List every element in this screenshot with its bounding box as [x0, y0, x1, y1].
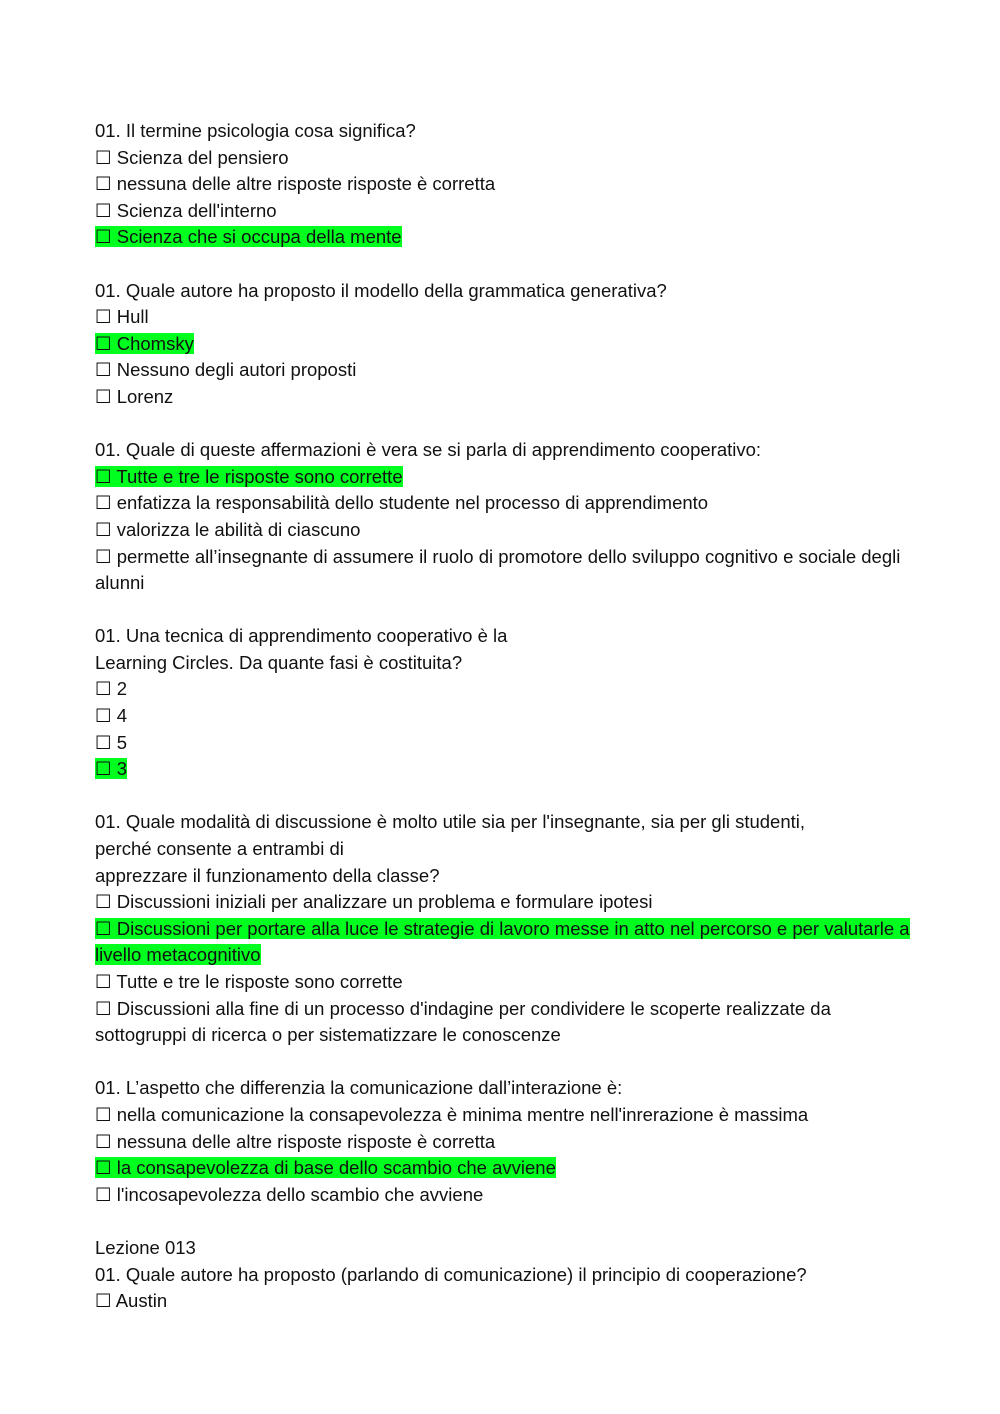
answer-option	[95, 490, 915, 517]
checkbox-icon: ☐	[95, 306, 112, 328]
question-text: 01. L’aspetto che differenzia la comunicazione dall’interazione è:	[95, 1077, 623, 1099]
lesson-heading: Lezione 013	[95, 1236, 196, 1258]
question-text: Learning Circles. Da quante fasi è costituita?	[95, 651, 463, 673]
checkbox-icon: ☐	[95, 385, 112, 407]
answer-text: 5	[116, 731, 128, 753]
checkbox-icon: ☐	[95, 146, 112, 168]
answer-option	[95, 969, 915, 996]
answer-text: Tutte e tre le risposte sono corrette	[116, 971, 403, 992]
answer-option	[95, 1102, 915, 1129]
checkbox-icon: ☐	[95, 731, 112, 753]
checkbox-icon: ☐	[95, 1157, 112, 1179]
question-block	[95, 809, 915, 1048]
question-text: 01. Il termine psicologia cosa significa?	[95, 120, 416, 141]
answer-text: Chomsky	[116, 332, 194, 354]
checkbox-icon: ☐	[95, 1290, 112, 1312]
answer-text: Nessuno degli autori proposti	[116, 359, 357, 381]
question-block	[95, 623, 915, 783]
answer-option	[95, 676, 915, 703]
answer-option	[95, 996, 915, 1049]
answer-option	[95, 304, 915, 331]
checkbox-icon: ☐	[95, 199, 112, 221]
checkbox-icon: ☐	[95, 1130, 112, 1152]
answer-option	[95, 1129, 915, 1156]
checkbox-icon: ☐	[95, 226, 112, 248]
answer-option	[95, 1182, 915, 1209]
checkbox-icon: ☐	[95, 465, 112, 487]
checkbox-icon: ☐	[95, 173, 112, 195]
question-text: 01. Quale di queste affermazioni è vera se si parla di apprendimento cooperativo:	[95, 439, 762, 461]
answer-option	[95, 357, 915, 384]
checkbox-icon: ☐	[95, 997, 112, 1019]
checkbox-icon: ☐	[95, 332, 112, 354]
answer-text: la consapevolezza di base dello scambio che avviene	[116, 1157, 556, 1179]
answer-option	[95, 703, 915, 730]
answer-text: Scienza del pensiero	[116, 146, 289, 168]
answer-option-correct	[95, 1155, 915, 1182]
answer-text: 4	[116, 705, 128, 727]
answer-text: Scienza dell'interno	[116, 199, 277, 221]
question-text: 01. Quale autore ha proposto il modello della grammatica generativa?	[95, 279, 667, 301]
checkbox-icon: ☐	[95, 359, 112, 381]
answer-option	[95, 517, 915, 544]
question-block	[95, 437, 915, 597]
checkbox-icon: ☐	[95, 971, 112, 992]
answer-option	[95, 889, 915, 916]
answer-text: enfatizza la responsabilità dello studente nel processo di apprendimento	[116, 492, 709, 514]
answer-option	[95, 1288, 915, 1315]
answer-option-correct	[95, 224, 915, 251]
answer-option	[95, 145, 915, 172]
answer-option	[95, 544, 915, 597]
answer-text: 3	[116, 758, 128, 780]
answer-option	[95, 384, 915, 411]
answer-text: Discussioni iniziali per analizzare un problema e formulare ipotesi	[116, 891, 653, 913]
answer-option-correct	[95, 916, 915, 969]
question-block	[95, 1075, 915, 1208]
answer-text: Scienza che si occupa della mente	[116, 226, 402, 248]
checkbox-icon: ☐	[95, 1103, 112, 1125]
checkbox-icon: ☐	[95, 891, 112, 913]
answer-text: Tutte e tre le risposte sono corrette	[116, 465, 403, 487]
answer-text: Discussioni per portare alla luce le strategie di lavoro messe in atto nel percorso e per valutarle a livello metacognitivo	[95, 917, 910, 966]
answer-option-correct	[95, 331, 915, 358]
answer-text: Hull	[116, 306, 149, 328]
answer-option-correct	[95, 464, 915, 491]
question-text: 01. Quale modalità di discussione è molto utile sia per l'insegnante, sia per gli studenti,	[95, 811, 806, 833]
checkbox-icon: ☐	[95, 678, 112, 700]
answer-text: Lorenz	[116, 385, 174, 407]
checkbox-icon: ☐	[95, 758, 112, 780]
checkbox-icon: ☐	[95, 705, 112, 727]
question-text: perché consente a entrambi di	[95, 838, 344, 860]
checkbox-icon: ☐	[95, 492, 112, 514]
answer-option	[95, 171, 915, 198]
question-text: 01. Una tecnica di apprendimento cooperativo è la	[95, 625, 508, 647]
question-block	[95, 118, 915, 251]
answer-option-correct	[95, 756, 915, 783]
document-page	[95, 118, 915, 1341]
answer-text: nella comunicazione la consapevolezza è minima mentre nell'inrerazione è massima	[116, 1103, 809, 1125]
question-block	[95, 278, 915, 411]
answer-text: nessuna delle altre risposte risposte è corretta	[116, 1130, 496, 1152]
question-text: 01. Quale autore ha proposto (parlando di comunicazione) il principio di cooperazione?	[95, 1263, 807, 1285]
question-block	[95, 1235, 915, 1315]
checkbox-icon: ☐	[95, 917, 112, 939]
answer-option	[95, 730, 915, 757]
answer-text: valorizza le abilità di ciascuno	[116, 518, 361, 540]
answer-text: l'incosapevolezza dello scambio che avviene	[116, 1183, 484, 1205]
question-text: apprezzare il funzionamento della classe?	[95, 864, 440, 886]
checkbox-icon: ☐	[95, 1183, 112, 1205]
answer-text: Austin	[115, 1290, 168, 1312]
answer-text: Discussioni alla fine di un processo d'indagine per condividere le scoperte realizzate da sottogruppi di ricerca o per sistematizzare le conoscenze	[95, 997, 831, 1046]
checkbox-icon: ☐	[95, 545, 112, 567]
answer-text: permette all’insegnante di assumere il ruolo di promotore dello sviluppo cognitivo e sociale degli alunni	[95, 545, 901, 594]
checkbox-icon: ☐	[95, 518, 112, 540]
answer-text: nessuna delle altre risposte risposte è corretta	[116, 173, 496, 195]
answer-text: 2	[116, 678, 128, 700]
answer-option	[95, 198, 915, 225]
